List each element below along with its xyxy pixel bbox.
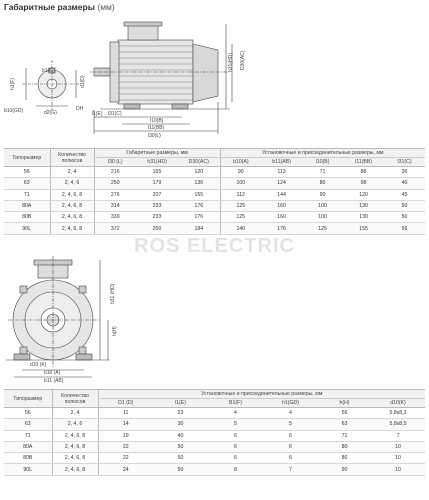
table-cell: 11	[98, 408, 153, 419]
table1-body	[4, 167, 425, 235]
table-cell: 5,8х8,3	[371, 408, 425, 419]
table-cell: 155	[343, 223, 384, 234]
table-cell: 125	[220, 200, 261, 211]
col-header: l1(E)	[153, 399, 208, 408]
col-header: h1(GD)	[263, 399, 318, 408]
col-header: b10(A)	[220, 158, 261, 167]
table-cell: 22	[98, 441, 153, 452]
table-row	[4, 223, 425, 234]
table-cell: 98	[343, 178, 384, 189]
label-b10gd: b10(GD)	[4, 108, 24, 114]
label-d2: d2(G)	[44, 110, 57, 116]
col-header: h(H)	[318, 399, 371, 408]
table-cell: 7	[371, 430, 425, 441]
col-header: l30 (L)	[94, 158, 136, 167]
motor-front-drawing	[0, 250, 200, 385]
table-cell: 233	[136, 200, 178, 211]
table-cell: 80A	[4, 200, 50, 211]
table-row	[4, 430, 425, 441]
table-cell: 2, 4, 6, 8	[52, 453, 98, 464]
table-row	[4, 419, 425, 430]
table-cell: 30	[153, 419, 208, 430]
table-cell: 6	[263, 453, 318, 464]
col-header: l11(BB)	[343, 158, 384, 167]
table-cell: 71	[4, 430, 52, 441]
label-d30: D30(AC)	[240, 50, 246, 70]
table-row	[4, 441, 425, 452]
table-cell: 339	[94, 212, 136, 223]
col-header: h31(HD)	[136, 158, 178, 167]
table-cell: 112	[220, 189, 261, 200]
col-header: l10(B)	[302, 158, 343, 167]
col-header: d10(K)	[371, 399, 425, 408]
table-cell: 63	[4, 419, 52, 430]
table-cell: 6	[208, 453, 263, 464]
table-cell: 2, 4	[50, 167, 94, 178]
col-header: B1(F)	[208, 399, 263, 408]
table-row	[4, 212, 425, 223]
table-cell: 160	[261, 200, 302, 211]
table-cell: 100	[302, 200, 343, 211]
table-cell: 50	[153, 464, 208, 475]
table-cell: 80	[318, 441, 371, 452]
table-cell: 10	[371, 441, 425, 452]
table-cell: 120	[178, 167, 220, 178]
label-h1: h1(F)	[10, 78, 16, 90]
table-cell: 136	[178, 178, 220, 189]
table-cell: 2, 4, 6	[52, 419, 98, 430]
table-cell: 160	[261, 212, 302, 223]
col-type-header: Типоразмер	[4, 149, 50, 167]
table-cell: 88	[343, 167, 384, 178]
table-cell: 2, 4, 6, 8	[52, 441, 98, 452]
table-cell: 2, 4, 6	[50, 178, 94, 189]
title-unit: (мм)	[97, 2, 115, 12]
table-cell: 125	[302, 223, 343, 234]
table-cell: 6	[208, 441, 263, 452]
col-type-header: Типоразмер	[4, 390, 52, 408]
label-l1: l1(E)	[92, 111, 103, 117]
table-cell: 56	[4, 167, 50, 178]
label-b1: b1(G)	[42, 68, 55, 74]
table-cell: 80A	[4, 441, 52, 452]
table-cell: 314	[94, 200, 136, 211]
table-cell: 90L	[4, 464, 52, 475]
table-cell: 90L	[4, 223, 50, 234]
label-h31: h31(HD)	[228, 53, 234, 72]
table-cell: 50	[384, 200, 425, 211]
table-cell: 56	[318, 408, 371, 419]
dimensions-table-1	[4, 148, 425, 235]
table-cell: 40	[384, 178, 425, 189]
table-cell: 63	[4, 178, 50, 189]
table-cell: 176	[178, 212, 220, 223]
label-l11: l11(BB)	[148, 125, 165, 131]
table-cell: 2, 4, 6, 8	[50, 223, 94, 234]
table-cell: 176	[261, 223, 302, 234]
table-cell: 179	[136, 178, 178, 189]
table-cell: 50	[153, 441, 208, 452]
table-row	[4, 189, 425, 200]
watermark: ROS ELECTRIC	[134, 235, 295, 257]
col-poles-header: Количество полюсов	[52, 390, 98, 408]
group-overall-header: Габаритные размеры, мм	[94, 149, 220, 158]
table-row	[4, 408, 425, 419]
label-l10: l10(B)	[150, 118, 164, 124]
table-cell: 250	[94, 178, 136, 189]
col-header: l31(C)	[384, 158, 425, 167]
title-text: Габаритные размеры	[4, 2, 95, 12]
table-cell: 124	[261, 178, 302, 189]
table-cell: 40	[153, 430, 208, 441]
table-cell: 372	[94, 223, 136, 234]
table-cell: 207	[136, 189, 178, 200]
col-header: D1 (D)	[98, 399, 153, 408]
table-cell: 8	[208, 464, 263, 475]
table-cell: 176	[178, 200, 220, 211]
table-cell: 6	[208, 430, 263, 441]
label-l30: l30(L)	[148, 133, 161, 139]
col-poles-header: Количество полюсов	[50, 149, 94, 167]
table-cell: 250	[136, 223, 178, 234]
table-cell: 130	[343, 212, 384, 223]
table-cell: 100	[302, 212, 343, 223]
table-cell: 6	[263, 441, 318, 452]
group-mounting-header: Установочные и присоединительные размеры, мм	[98, 390, 425, 399]
table-cell: 155	[178, 189, 220, 200]
table-cell: 90	[220, 167, 261, 178]
table-row	[4, 200, 425, 211]
table-cell: 80	[318, 453, 371, 464]
label-b10: b10 (A)	[44, 370, 61, 376]
table-cell: 71	[4, 189, 50, 200]
table-cell: 19	[98, 430, 153, 441]
table-cell: 125	[220, 212, 261, 223]
table-cell: 113	[261, 167, 302, 178]
table-cell: 71	[318, 430, 371, 441]
table-cell: 144	[261, 189, 302, 200]
table-cell: 5,8х8,5	[371, 419, 425, 430]
table-cell: 23	[153, 408, 208, 419]
motor-side-drawing	[0, 10, 429, 145]
table-cell: 276	[94, 189, 136, 200]
table-cell: 216	[94, 167, 136, 178]
table-cell: 10	[371, 453, 425, 464]
label-d1: d1(D)	[80, 75, 86, 88]
table-cell: 4	[263, 408, 318, 419]
table-cell: 120	[343, 189, 384, 200]
label-d10: d10 (K)	[30, 362, 47, 368]
label-b11: b11 (AB)	[44, 378, 64, 384]
table-cell: 56	[4, 408, 52, 419]
table-cell: 50	[384, 212, 425, 223]
table-cell: 80B	[4, 453, 52, 464]
table-cell: 5	[263, 419, 318, 430]
table-cell: 80B	[4, 212, 50, 223]
table2-body	[4, 408, 425, 476]
table-row	[4, 167, 425, 178]
col-header: D30(AC)	[178, 158, 220, 167]
table-cell: 50	[153, 453, 208, 464]
label-dh: DH	[76, 106, 84, 112]
label-l31: l31(C)	[108, 111, 122, 117]
table-cell: 2, 4, 6, 8	[52, 464, 98, 475]
table-cell: 10	[371, 464, 425, 475]
table-cell: 90	[302, 189, 343, 200]
table-cell: 80	[302, 178, 343, 189]
table-cell: 22	[98, 453, 153, 464]
table-cell: 184	[178, 223, 220, 234]
table-cell: 63	[318, 419, 371, 430]
table-cell: 90	[318, 464, 371, 475]
table-cell: 7	[263, 464, 318, 475]
table-cell: 24	[98, 464, 153, 475]
table-cell: 233	[136, 212, 178, 223]
table-cell: 56	[384, 223, 425, 234]
table-cell: 45	[384, 189, 425, 200]
table-cell: 130	[343, 200, 384, 211]
table-cell: 4	[208, 408, 263, 419]
dimensions-table-2	[4, 389, 425, 476]
table-cell: 6	[263, 430, 318, 441]
table-cell: 100	[220, 178, 261, 189]
group-mounting-header: Установочные и присоединительные размеры, мм	[220, 149, 425, 158]
table-row	[4, 178, 425, 189]
table-cell: 2, 4	[52, 408, 98, 419]
table-cell: 2, 4, 6, 8	[50, 212, 94, 223]
table-cell: 36	[384, 167, 425, 178]
table-cell: 5	[208, 419, 263, 430]
table-cell: 2, 4, 6, 8	[50, 200, 94, 211]
label-h: h(H)	[112, 326, 118, 336]
col-header: b11(AB)	[261, 158, 302, 167]
table-cell: 2, 4, 6, 8	[52, 430, 98, 441]
table-cell: 2, 4, 6, 8	[50, 189, 94, 200]
table-cell: 14	[98, 419, 153, 430]
label-h31: h31 (HD)	[110, 283, 116, 304]
table-cell: 165	[136, 167, 178, 178]
table-cell: 140	[220, 223, 261, 234]
table-row	[4, 464, 425, 475]
table-cell: 71	[302, 167, 343, 178]
table-row	[4, 453, 425, 464]
